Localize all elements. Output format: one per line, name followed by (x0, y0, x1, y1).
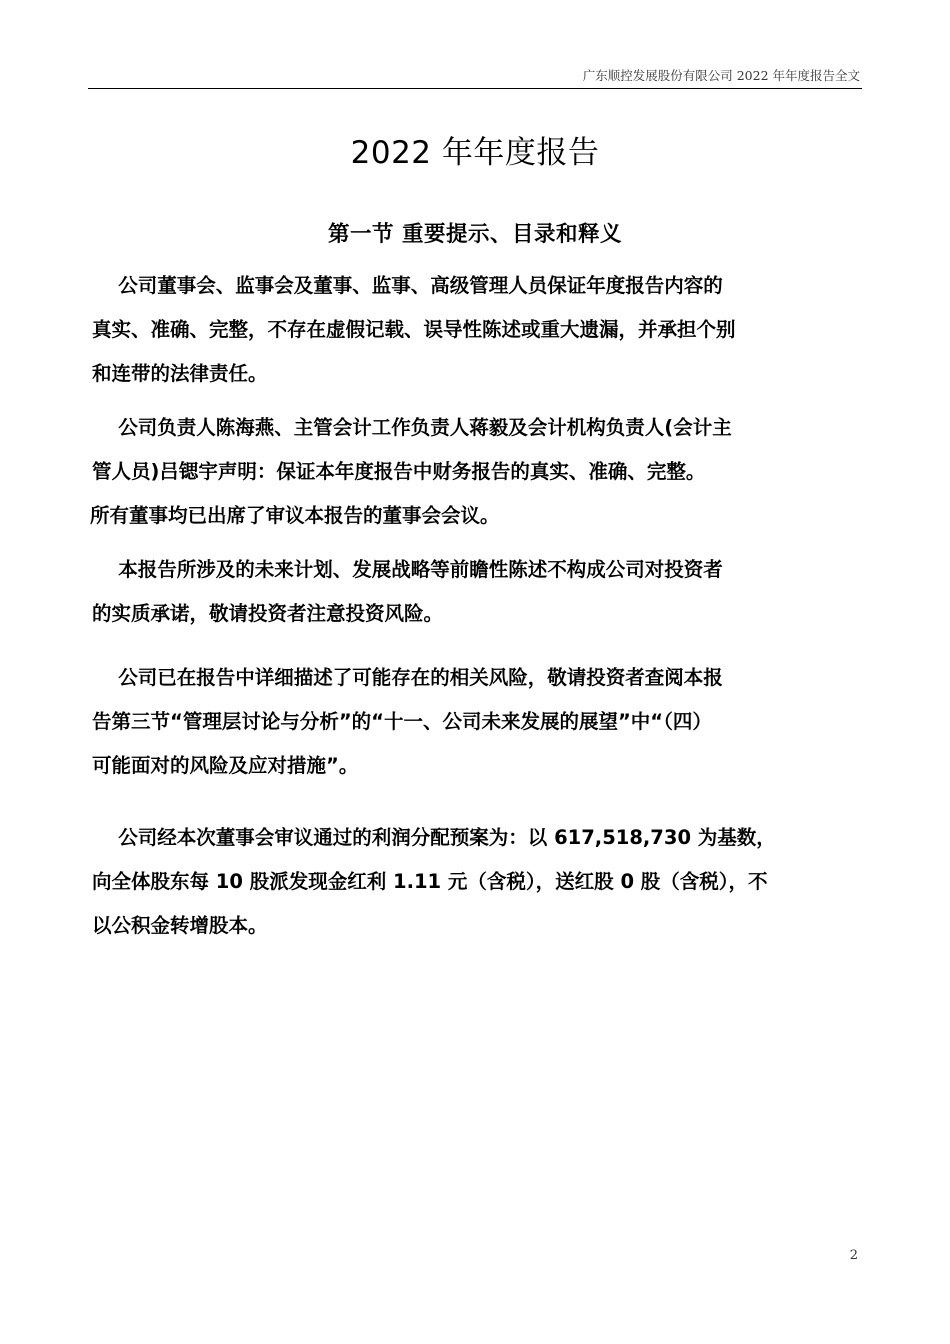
paragraph-line: 公司经本次董事会审议通过的利润分配预案为：以 617,518,730 为基数， (92, 826, 776, 849)
section-title: 第一节 重要提示、目录和释义 (328, 221, 622, 247)
paragraph-line: 公司已在报告中详细描述了可能存在的相关风险，敬请投资者查阅本报 (92, 666, 723, 689)
document-title: 2022 年年度报告 (350, 134, 600, 171)
paragraph-risk-notice (92, 656, 872, 788)
paragraph-line: 的实质承诺，敬请投资者注意投资风险。 (92, 602, 444, 625)
paragraph-line: 告第三节“管理层讨论与分析”的“十一、公司未来发展的展望”中“（四） (92, 710, 712, 733)
header-divider (88, 88, 862, 89)
running-header: 广东顺控发展股份有限公司 2022 年年度报告全文 (582, 68, 860, 83)
paragraph-line: 公司董事会、监事会及董事、监事、高级管理人员保证年度报告内容的 (92, 274, 723, 297)
paragraph-line: 本报告所涉及的未来计划、发展战略等前瞻性陈述不构成公司对投资者 (92, 558, 723, 581)
paragraph-line: 真实、准确、完整，不存在虚假记载、误导性陈述或重大遗漏，并承担个别 (92, 318, 736, 341)
paragraph-responsible-persons (92, 406, 872, 538)
paragraph-line: 以公积金转增股本。 (92, 914, 268, 937)
paragraph-line: 所有董事均已出席了审议本报告的董事会会议。 (90, 504, 500, 527)
paragraph-forward-looking (92, 548, 872, 636)
paragraph-line: 公司负责人陈海燕、主管会计工作负责人蒋毅及会计机构负责人(会计主 (92, 416, 732, 439)
paragraph-board-guarantee (92, 264, 872, 396)
page-number: 2 (849, 1248, 858, 1263)
paragraph-line: 向全体股东每 10 股派发现金红利 1.11 元（含税），送红股 0 股（含税），不 (92, 870, 768, 893)
paragraph-line: 和连带的法律责任。 (92, 362, 268, 385)
paragraph-line: 管人员)吕锶宇声明：保证本年度报告中财务报告的真实、准确、完整。 (92, 460, 706, 483)
paragraph-profit-distribution (92, 816, 872, 948)
paragraph-line: 可能面对的风险及应对措施”。 (92, 754, 359, 777)
